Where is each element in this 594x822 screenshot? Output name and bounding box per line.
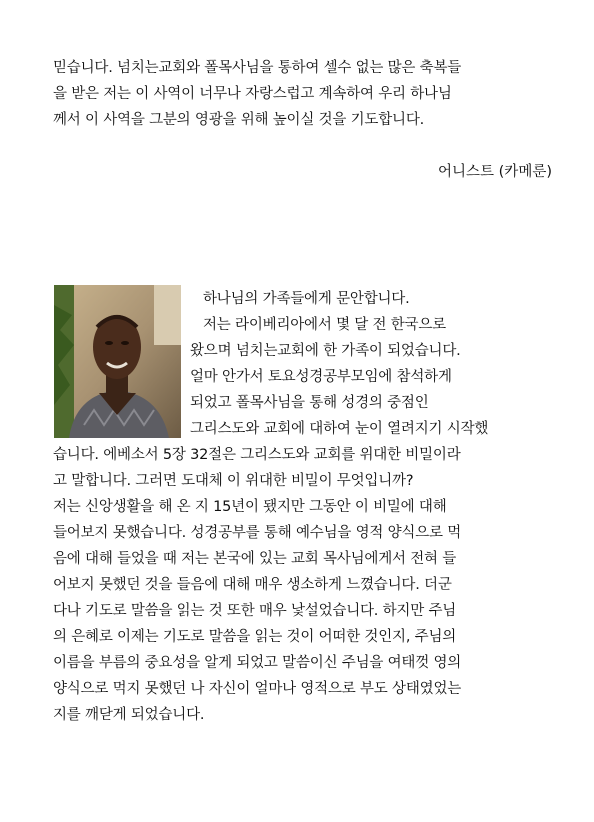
text-line: 고 말합니다. 그러면 도대체 이 위대한 비밀이 무엇입니까? — [53, 473, 414, 489]
text-line: 저는 라이베리아에서 몇 달 전 한국으로 — [203, 317, 446, 333]
text-line: 음에 대해 들었을 때 저는 본국에 있는 교회 목사님에게서 전혀 들 — [53, 551, 457, 567]
text-line: 의 은혜로 이제는 기도로 말씀을 읽는 것이 어떠한 것인지, 주님의 — [53, 629, 457, 645]
text-line: 믿습니다. 넘치는교회와 폴목사님을 통하여 셀수 없는 많은 축복들 — [53, 60, 462, 76]
author-signature: 어니스트 (카메룬) — [438, 164, 552, 180]
text-line: 다나 기도로 말씀을 읽는 것 또한 매우 낯설었습니다. 하지만 주님 — [53, 603, 457, 619]
text-line: 저는 신앙생활을 해 온 지 15년이 됐지만 그동안 이 비밀에 대해 — [53, 499, 447, 515]
text-line: 어보지 못했던 것을 들음에 대해 매우 생소하게 느꼈습니다. 더군 — [53, 577, 452, 593]
text-line: 을 받은 저는 이 사역이 너무나 자랑스럽고 계속하여 우리 하나님 — [53, 86, 452, 102]
text-line: 왔으며 넘치는교회에 한 가족이 되었습니다. — [190, 343, 461, 359]
text-line: 이름을 부름의 중요성을 알게 되었고 말씀이신 주님을 여태껏 영의 — [53, 655, 462, 671]
text-line: 습니다. 에베소서 5장 32절은 그리스도와 교회를 위대한 비밀이라 — [53, 447, 461, 463]
text-line: 양식으로 먹지 못했던 나 자신이 얼마나 영적으로 부도 상태였었는 — [53, 681, 462, 697]
text-line: 하나님의 가족들에게 문안합니다. — [203, 291, 410, 307]
text-line: 얼마 안가서 토요성경공부모임에 참석하게 — [190, 369, 452, 385]
text-line: 그리스도와 교회에 대하여 눈이 열려지기 시작했 — [190, 421, 489, 437]
text-line: 들어보지 못했습니다. 성경공부를 통해 예수님을 영적 양식으로 먹 — [53, 525, 462, 541]
text-line: 께서 이 사역을 그분의 영광을 위해 높이실 것을 기도합니다. — [53, 112, 425, 128]
text-line: 되었고 폴목사님을 통해 성경의 중점인 — [190, 395, 429, 411]
author-photo — [54, 285, 181, 438]
text-line: 지를 깨닫게 되었습니다. — [53, 707, 205, 723]
